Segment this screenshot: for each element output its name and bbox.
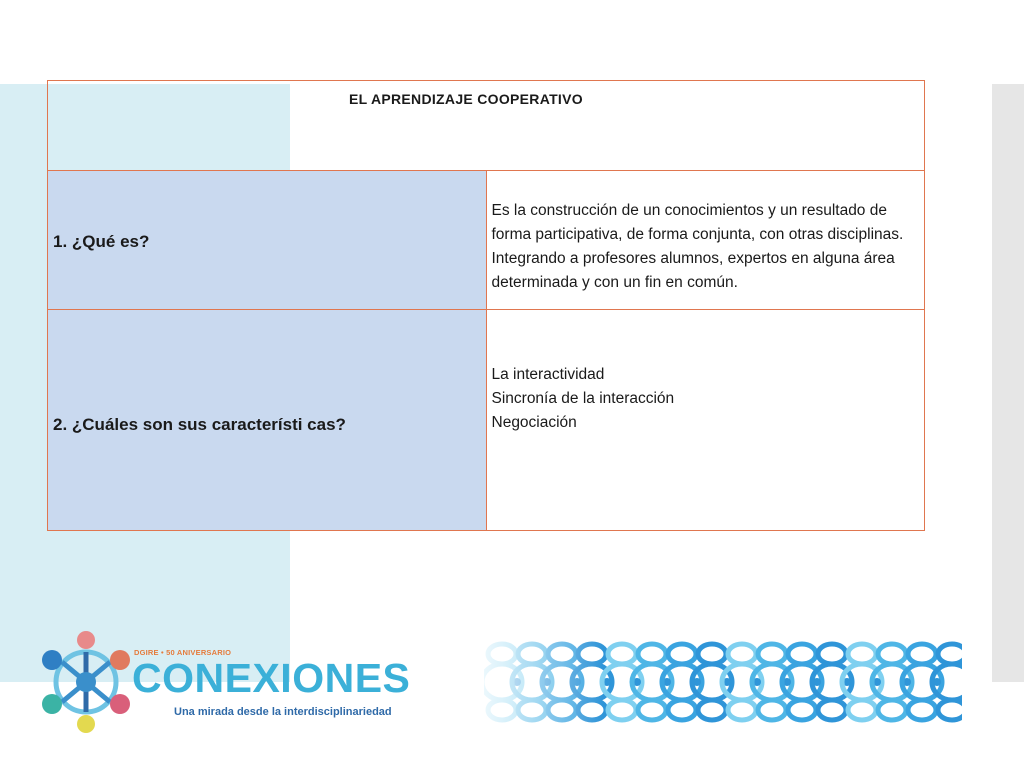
logo-subtitle: Una mirada desde la interdisciplinariedad	[174, 706, 392, 718]
question-cell: 1. ¿Qué es?	[48, 171, 487, 310]
list-item: La interactividad	[491, 366, 605, 383]
table-title: EL APRENDIZAJE COOPERATIVO	[349, 91, 583, 107]
conexiones-emblem-icon	[40, 626, 132, 738]
question-cell: 2. ¿Cuáles son sus característi cas?	[48, 310, 487, 531]
conexiones-logo	[40, 626, 411, 744]
answer-cell: Es la construcción de un conocimientos y un resultado de forma participativa, de forma conjunta, con otras disciplinas. Integrando a profesores alumnos, expertos en alguna área determinada y con un fin en común.	[486, 171, 925, 310]
table-row	[48, 171, 925, 310]
table-title-cell	[48, 81, 925, 171]
table-row	[48, 310, 925, 531]
content-table	[47, 80, 925, 531]
logo-name: CONEXIONES	[132, 655, 411, 701]
list-item: Sincronía de la interacción	[491, 390, 675, 407]
list-item: Negociación	[491, 414, 577, 431]
answer-cell	[486, 310, 925, 531]
wave-pattern-icon	[484, 634, 962, 730]
logo-tagline: DGIRE • 50 ANIVERSARIO	[134, 648, 232, 657]
right-background-strip	[992, 84, 1024, 682]
